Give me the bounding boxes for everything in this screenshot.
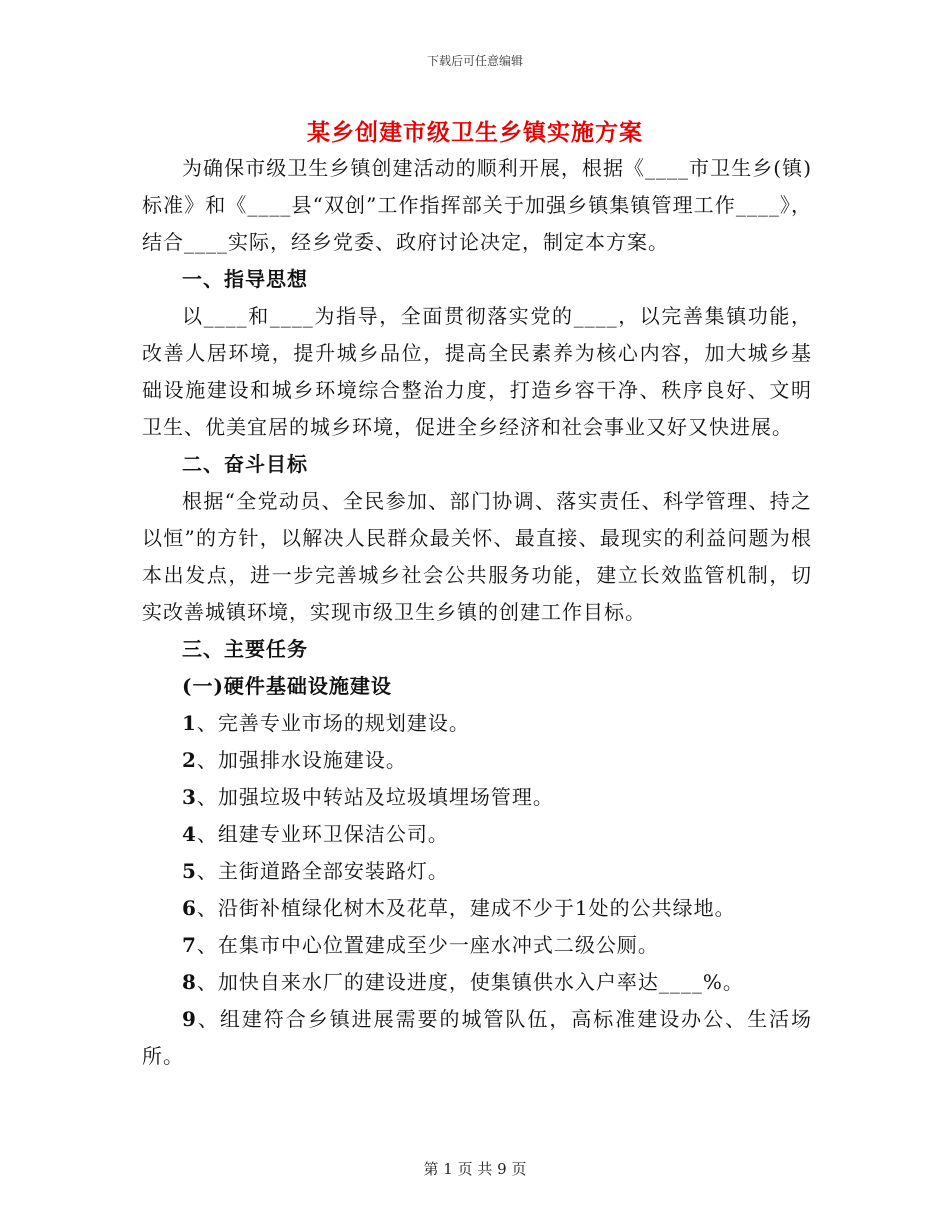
task-item-9 [142, 1001, 812, 1075]
task-item-8 [142, 964, 812, 1001]
task-item-number: 5 [182, 859, 197, 883]
task-item-number: 8 [182, 970, 197, 994]
goals-paragraph: 根据“全党动员、全民参加、部门协调、落实责任、科学管理、持之以恒”的方针，以解决人民群众最关怀、最直接、最现实的利益问题为根本出发点，进一步完善城乡社会公共服务功能，建立长效监管机制，切实改善城镇环境，实现市级卫生乡镇的创建工作目标。 [142, 489, 812, 624]
task-item-7 [142, 927, 812, 964]
task-item-text: 、完善专业市场的规划建设。 [196, 711, 470, 735]
task-item-text: 、加快自来水厂的建设进度，使集镇供水入户率达____%。 [196, 970, 744, 994]
task-item-6 [142, 890, 812, 927]
section-heading-goals: 二、奋斗目标 [182, 452, 308, 476]
task-item-text: 、加强排水设施建设。 [196, 748, 407, 772]
task-item-text: 、加强垃圾中转站及垃圾填埋场管理。 [196, 785, 554, 809]
task-item-number: 4 [182, 822, 197, 846]
task-item-2 [142, 742, 812, 779]
task-item-text: 、在集市中心位置建成至少一座水冲式二级公厕。 [196, 933, 659, 957]
section-heading-main-tasks: 三、主要任务 [182, 637, 308, 661]
subsection-heading-infrastructure: (一)硬件基础设施建设 [182, 674, 392, 698]
task-item-5 [142, 853, 812, 890]
task-item-4 [142, 816, 812, 853]
task-item-number: 9 [182, 1007, 197, 1031]
task-item-text: 、组建符合乡镇进展需要的城管队伍，高标准建设办公、生活场所。 [142, 1007, 812, 1068]
task-item-number: 1 [182, 711, 197, 735]
task-item-number: 2 [182, 748, 197, 772]
task-item-text: 、沿街补植绿化树木及花草，建成不少于1处的公共绿地。 [196, 896, 736, 920]
task-item-text: 、组建专业环卫保洁公司。 [196, 822, 449, 846]
task-item-1 [142, 705, 812, 742]
document-title: 某乡创建市级卫生乡镇实施方案 [307, 119, 643, 146]
task-item-text: 、主街道路全部安装路灯。 [196, 859, 449, 883]
page-footer: 第 1 页 共 9 页 [423, 1160, 527, 1178]
task-item-number: 7 [182, 933, 197, 957]
header-note: 下载后可任意编辑 [426, 54, 523, 68]
task-item-3 [142, 779, 812, 816]
document-body [142, 150, 812, 1075]
guiding-thought-paragraph: 以____和____为指导，全面贯彻落实党的____，以完善集镇功能，改善人居环境，提升城乡品位，提高全民素养为核心内容，加大城乡基础设施建设和城乡环境综合整治力度，打造乡容干净、秩序良好、文明卫生、优美宜居的城乡环境，促进全乡经济和社会事业又好又快进展。 [142, 304, 812, 439]
task-item-number: 3 [182, 785, 197, 809]
intro-paragraph: 为确保市级卫生乡镇创建活动的顺利开展，根据《____市卫生乡(镇)标准》和《____县“双创”工作指挥部关于加强乡镇集镇管理工作____》，结合____实际，经乡党委、政府讨论决定，制定本方案。 [142, 156, 812, 254]
section-heading-guiding-thought: 一、指导思想 [182, 267, 308, 291]
task-item-number: 6 [182, 896, 197, 920]
